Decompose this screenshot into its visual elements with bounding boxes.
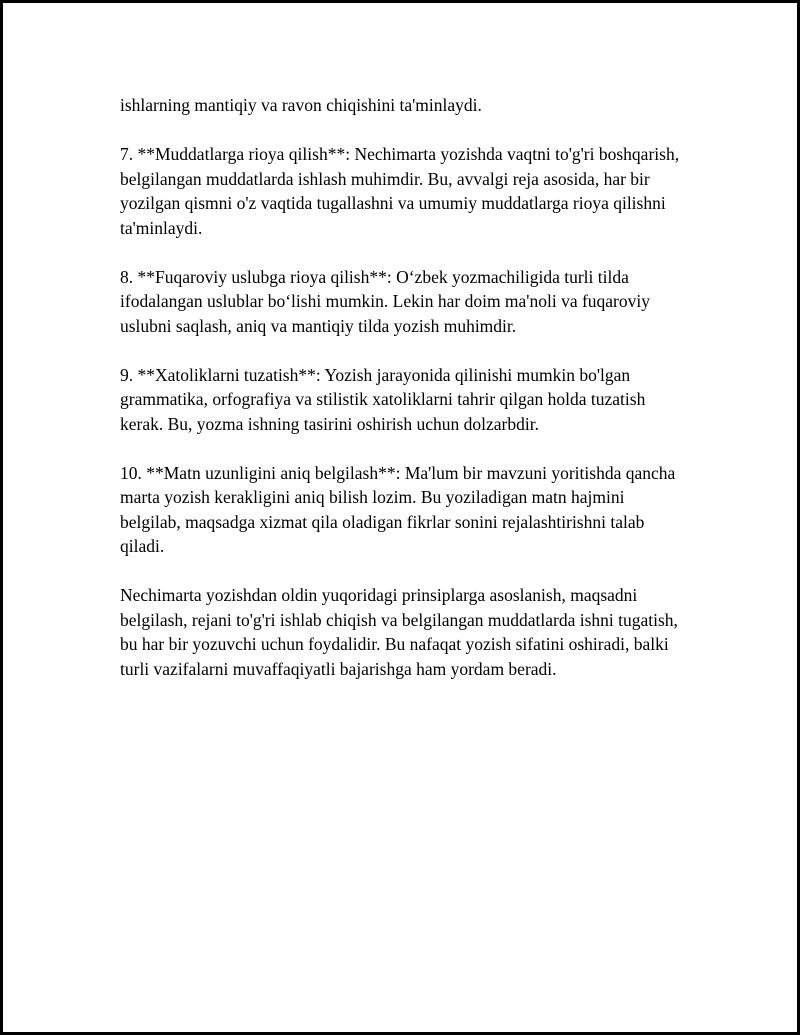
paragraph-continuation: ishlarning mantiqiy va ravon chiqishini ta'minlaydi. — [120, 95, 482, 115]
paragraph-item-8: 8. **Fuqaroviy uslubga rioya qilish**: O‘zbek yozmachiligida turli tilda ifodalangan uslublar bo‘lishi mumkin. Lekin har doim ma'noli va fuqaroviy uslubni saqlash, aniq va mantiqiy tilda yozish muhimdir. — [120, 266, 650, 336]
paragraph-conclusion: Nechimarta yozishdan oldin yuqoridagi prinsiplarga asoslanish, maqsadni belgilash, rejani to'g'ri ishlab chiqish va belgilangan muddatlarda ishni tugatish, bu har bir yozuvchi uchun foydalidir. Bu nafaqat yozish sifatini oshiradi, balki turli vazifalarni muvaffaqiyatli bajarishga ham yordam beradi. — [120, 585, 678, 679]
document-body — [120, 93, 685, 706]
paragraph-item-9: 9. **Xatoliklarni tuzatish**: Yozish jarayonida qilinishi mumkin bo'lgan grammatika, orfografiya va stilistik xatoliklarni tahrir qilgan holda tuzatish kerak. Bu, yozma ishning tasirini oshirish uchun dolzarbdir. — [120, 364, 646, 434]
paragraph-item-7: 7. **Muddatlarga rioya qilish**: Nechimarta yozishda vaqtni to'g'ri boshqarish, belgilangan muddatlarda ishlash muhimdir. Bu, avvalgi reja asosida, har bir yozilgan qismni o'z vaqtida tugallashni va umumiy muddatlarga rioya qilishni ta'minlaydi. — [120, 144, 680, 238]
paragraph-item-10: 10. **Matn uzunligini aniq belgilash**: Ma'lum bir mavzuni yoritishda qancha marta yozish kerakligini aniq bilish lozim. Bu yoziladigan matn hajmini belgilab, maqsadga xizmat qila oladigan fikrlar sonini rejalashtirishni talab qiladi. — [120, 462, 676, 556]
